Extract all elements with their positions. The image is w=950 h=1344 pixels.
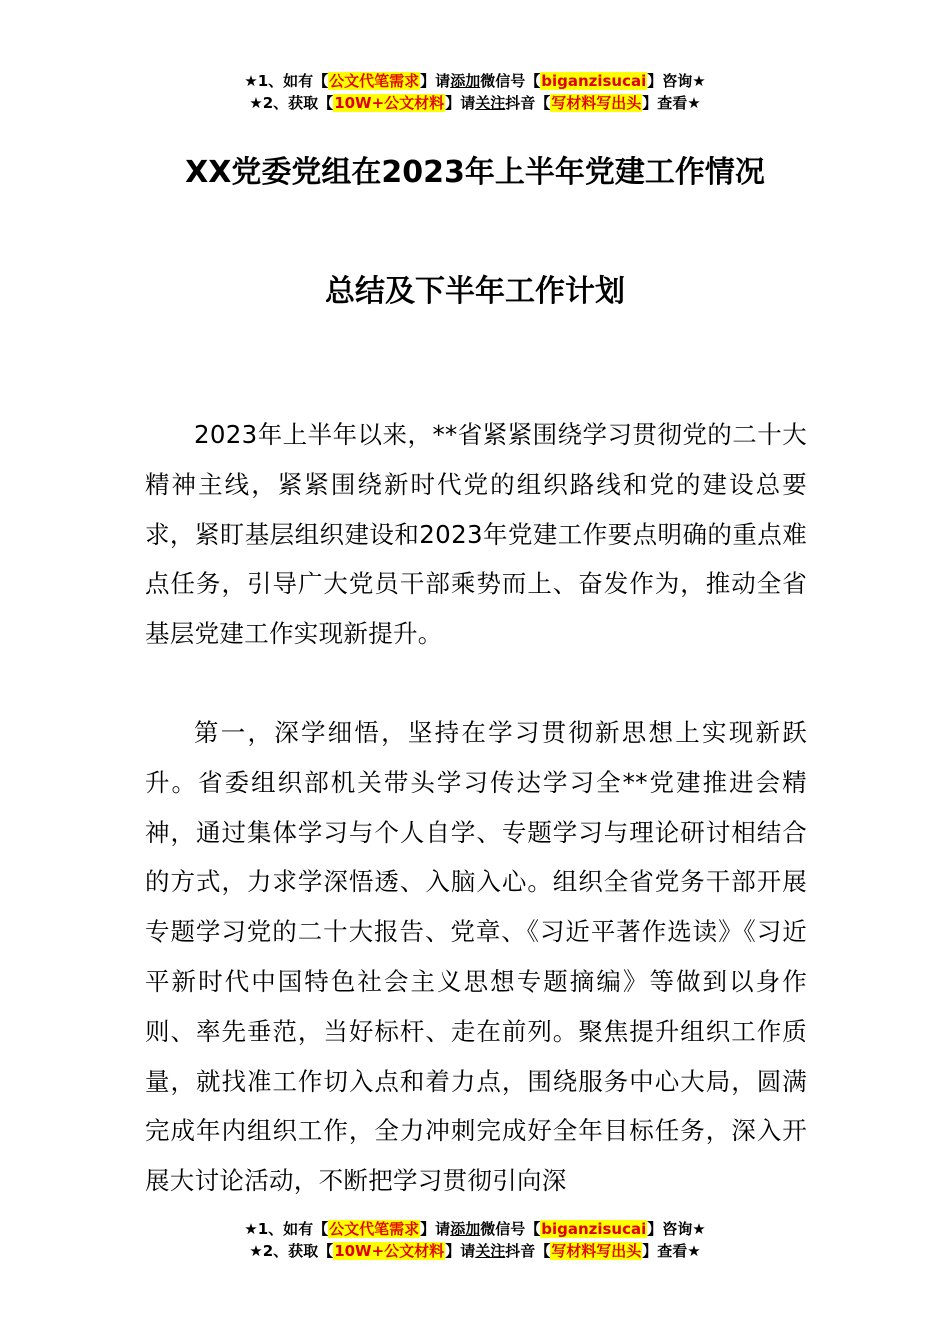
header-banner [0, 70, 950, 114]
banner-highlight-wechat-id: biganzisucai [541, 72, 647, 90]
banner-highlight-wechat-id: biganzisucai [541, 1220, 647, 1238]
banner-line-2: ★2、获取【10W+公文材料】请关注抖音【写材料写出头】查看★ [249, 94, 701, 112]
banner-highlight-douyin: 写材料写出头 [551, 94, 642, 112]
banner-highlight-materials: 10W+公文材料 [334, 94, 445, 112]
banner-highlight-materials: 10W+公文材料 [334, 1242, 445, 1260]
banner-highlight-douyin: 写材料写出头 [551, 1242, 642, 1260]
document-title-line-2: 总结及下半年工作计划 [325, 274, 625, 309]
banner-line-1: ★1、如有【公文代笔需求】请添加微信号【biganzisucai】咨询★ [244, 72, 706, 90]
banner-line-2: ★2、获取【10W+公文材料】请关注抖音【写材料写出头】查看★ [249, 1242, 701, 1260]
banner-highlight-service: 公文代笔需求 [329, 72, 420, 90]
body-paragraph-intro: 2023年上半年以来，**省紧紧围绕学习贯彻党的二十大精神主线，紧紧围绕新时代党的组织路线和党的建设总要求，紧盯基层组织建设和2023年党建工作要点明确的重点难点任务，引导广大党员干部乘势而上、奋发作为，推动全省基层党建工作实现新提升。 [145, 420, 807, 649]
document-title-line-1: XX党委党组在2023年上半年党建工作情况 [185, 155, 765, 190]
body-paragraph-first-point: 第一，深学细悟，坚持在学习贯彻新思想上实现新跃升。省委组织部机关带头学习传达学习全**党建推进会精神，通过集体学习与个人自学、专题学习与理论研讨相结合的方式，力求学深悟透、入脑入心。组织全省党务干部开展专题学习党的二十大报告、党章、《习近平著作选读》《习近平新时代中国特色社会主义思想专题摘编》等做到以身作则、率先垂范，当好标杆、走在前列。聚焦提升组织工作质量，就找准工作切入点和着力点，围绕服务中心大局，圆满完成年内组织工作，全力冲刺完成好全年目标任务，深入开展大讨论活动，不断把学习贯彻引向深 [145, 718, 807, 1196]
footer-banner [0, 1218, 950, 1262]
banner-highlight-service: 公文代笔需求 [329, 1220, 420, 1238]
banner-line-1: ★1、如有【公文代笔需求】请添加微信号【biganzisucai】咨询★ [244, 1220, 706, 1238]
